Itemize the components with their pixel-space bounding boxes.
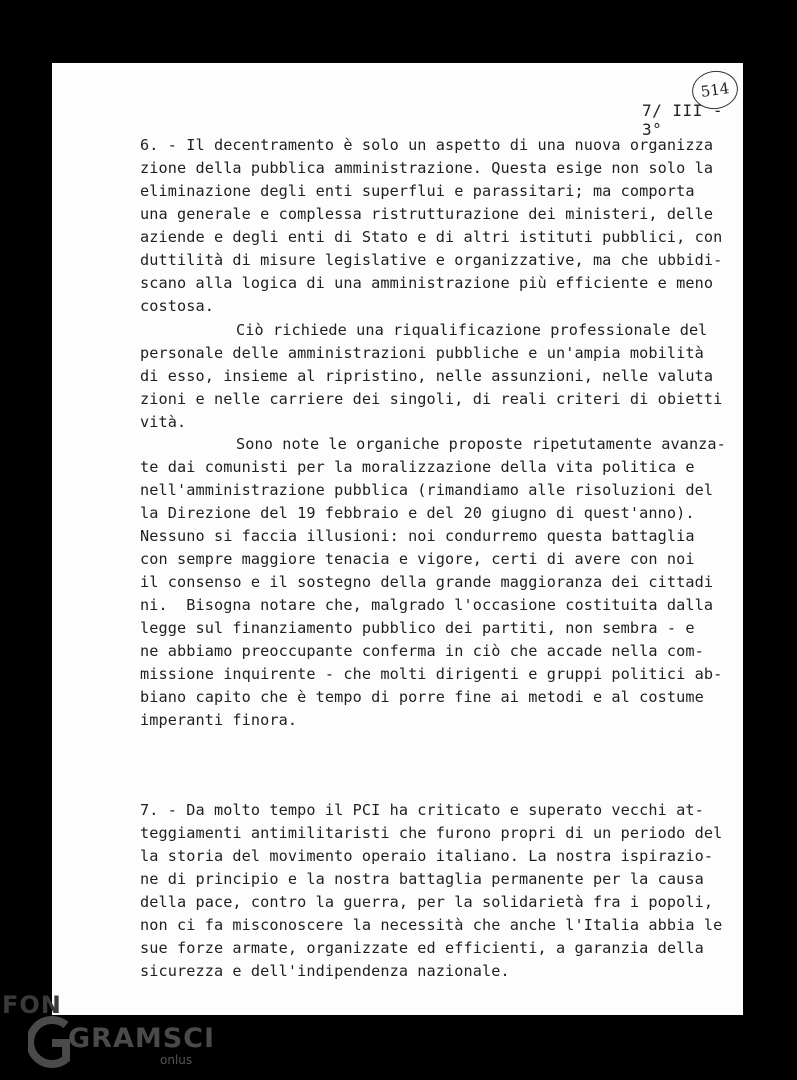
text-line: personale delle amministrazioni pubbliche e un'ampia mobilità — [140, 344, 704, 362]
text-line: ne di principio e la nostra battaglia permanente per la causa — [140, 870, 704, 888]
text-line: di esso, insieme al ripristino, nelle assunzioni, nelle valuta — [140, 367, 714, 385]
text-line: la storia del movimento operaio italiano. La nostra ispirazio- — [140, 847, 714, 865]
text-line: vità. — [140, 413, 187, 431]
page-reference: 7/ III - 3° — [642, 101, 724, 139]
text-line: il consenso e il sostegno della grande maggioranza dei cittadi — [140, 573, 714, 591]
text-line: nell'amministrazione pubblica (rimandiamo alle risoluzioni del — [140, 481, 714, 499]
watermark-fon: FON — [2, 991, 62, 1019]
text-line: missione inquirente - che molti dirigenti e gruppi politici ab- — [140, 665, 723, 683]
text-line: 6. - Il decentramento è solo un aspetto di una nuova organizza — [140, 136, 714, 154]
text-line: Sono note le organiche proposte ripetutamente avanza- — [236, 435, 726, 453]
text-line: non ci fa misconoscere la necessità che anche l'Italia abbia le — [140, 916, 723, 934]
text-line: 7. - Da molto tempo il PCI ha criticato e superato vecchi at- — [140, 801, 704, 819]
text-line: te dai comunisti per la moralizzazione della vita politica e — [140, 458, 695, 476]
gramsci-logo-icon — [28, 1011, 72, 1071]
text-line: una generale e complessa ristrutturazione dei ministeri, delle — [140, 205, 714, 223]
paragraph-proposte — [140, 433, 726, 732]
document-page — [52, 63, 743, 1015]
text-line: con sempre maggiore tenacia e vigore, certi di avere con noi — [140, 550, 695, 568]
text-line: aziende e degli enti di Stato e di altri istituti pubblici, con — [140, 228, 723, 246]
paragraph-ricqualificazione — [140, 319, 723, 434]
text-line: la Direzione del 19 febbraio e del 20 giugno di quest'anno). — [140, 504, 695, 522]
text-line: legge sul finanziamento pubblico dei partiti, non sembra - e — [140, 619, 695, 637]
text-line: teggiamenti antimilitaristi che furono propri di un periodo del — [140, 824, 723, 842]
text-line: zioni e nelle carriere dei singoli, di reali criteri di obietti — [140, 390, 723, 408]
watermark-onlus: onlus — [160, 1053, 193, 1067]
watermark-gramsci: GRAMSCI — [68, 1023, 216, 1054]
text-line: imperanti finora. — [140, 711, 298, 729]
fondazione-gramsci-watermark — [0, 985, 230, 1080]
text-line: scano alla logica di una amministrazione più efficiente e meno — [140, 274, 714, 292]
text-line: eliminazione degli enti superflui e parassitari; ma comporta — [140, 182, 695, 200]
text-line: ne abbiamo preoccupante conferma in ciò che accade nella com- — [140, 642, 704, 660]
paragraph-7 — [140, 799, 723, 983]
text-line: Nessuno si faccia illusioni: noi condurremo questa battaglia — [140, 527, 695, 545]
paragraph-6 — [140, 134, 723, 318]
text-line: sicurezza e dell'indipendenza nazionale. — [140, 962, 510, 980]
text-line: biano capito che è tempo di porre fine ai metodi e al costume — [140, 688, 704, 706]
text-line: zione della pubblica amministrazione. Questa esige non solo la — [140, 159, 714, 177]
text-line: Ciò richiede una riqualificazione professionale del — [236, 321, 708, 339]
text-line: costosa. — [140, 297, 214, 315]
text-line: della pace, contro la guerra, per la solidarietà fra i popoli, — [140, 893, 714, 911]
text-line: sue forze armate, organizzate ed efficienti, a garanzia della — [140, 939, 704, 957]
text-line: ni. Bisogna notare che, malgrado l'occasione costituita dalla — [140, 596, 714, 614]
archive-stamp: 514 — [690, 68, 741, 112]
text-line: duttilità di misure legislative e organizzative, ma che ubbidi- — [140, 251, 723, 269]
